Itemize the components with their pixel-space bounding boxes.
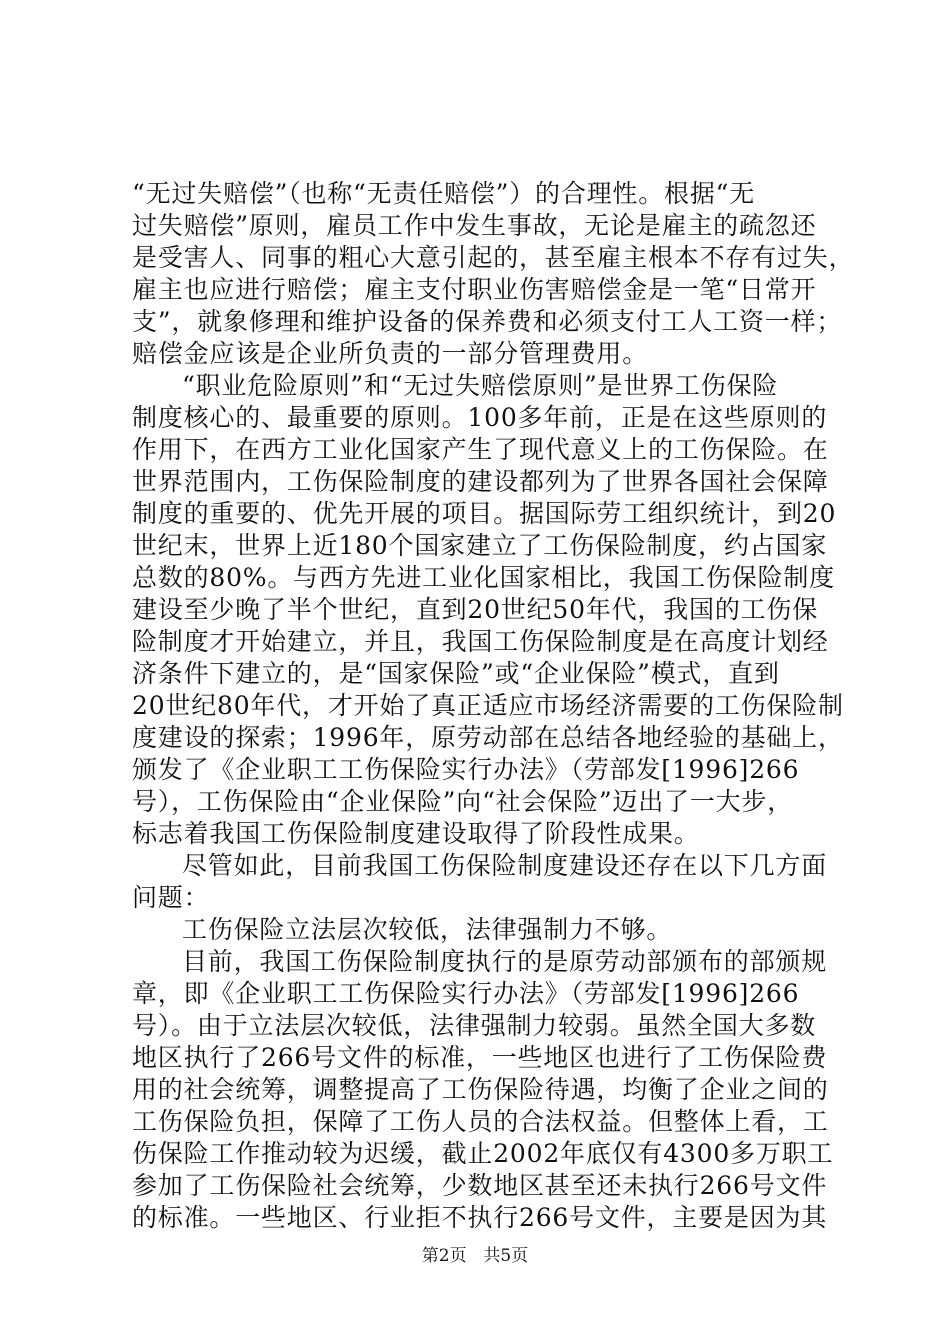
text-line: 险制度才开始建立，并且，我国工伤保险制度是在高度计划经 — [132, 627, 829, 656]
text-line: 颁发了《企业职工工伤保险实行办法》（劳部发[1996]266 — [132, 755, 800, 784]
text-line: 问题： — [132, 883, 210, 912]
text-line: “职业危险原则”和“无过失赔偿原则”是世界工伤保险 — [182, 371, 779, 400]
text-line: 章，即《企业职工工伤保险实行办法》（劳部发[1996]266 — [132, 979, 800, 1008]
text-line: 地区执行了266号文件的标准，一些地区也进行了工伤保险费 — [132, 1043, 828, 1072]
text-line: 用的社会统筹，调整提高了工伤保险待遇，均衡了企业之间的 — [132, 1075, 829, 1104]
text-line: 世界范围内，工伤保险制度的建设都列为了世界各国社会保障 — [132, 467, 829, 496]
text-line: 工伤保险负担，保障了工伤人员的合法权益。但整体上看，工 — [132, 1107, 829, 1136]
text-line: 号），工伤保险由“企业保险”向“社会保险”迈出了一大步， — [132, 787, 794, 816]
text-line: 制度核心的、最重要的原则。100多年前，正是在这些原则的 — [132, 403, 828, 432]
text-line: 总数的80%。与西方先进工业化国家相比，我国工伤保险制度 — [132, 563, 835, 592]
text-line: “无过失赔偿”（也称“无责任赔偿”）的合理性。根据“无 — [132, 179, 756, 208]
page-number: 第2页 — [421, 1246, 467, 1266]
text-line: 的标准。一些地区、行业拒不执行266号文件，主要是因为其 — [132, 1203, 828, 1232]
text-line: 制度的重要的、优先开展的项目。据国际劳工组织统计，到20 — [132, 499, 837, 528]
text-line: 支”，就象修理和维护设备的保养费和必须支付工人工资一样； — [132, 307, 843, 336]
text-line: 济条件下建立的，是“国家保险”或“企业保险”模式，直到 — [132, 659, 780, 688]
text-line: 世纪末，世界上近180个国家建立了工伤保险制度，约占国家 — [132, 531, 828, 560]
text-line: 度建设的探索；1996年，原劳动部在总结各地经验的基础上， — [132, 723, 844, 752]
text-line: 尽管如此，目前我国工伤保险制度建设还存在以下几方面 — [182, 851, 828, 880]
text-line: 作用下，在西方工业化国家产生了现代意义上的工伤保险。在 — [132, 435, 829, 464]
text-line: 雇主也应进行赔偿；雇主支付职业伤害赔偿金是一笔“日常开 — [132, 275, 817, 304]
text-line: 目前，我国工伤保险制度执行的是原劳动部颁布的部颁规 — [182, 947, 828, 976]
page-total: 共5页 — [483, 1246, 529, 1266]
text-line: 是受害人、同事的粗心大意引起的，甚至雇主根本不存有过失， — [132, 243, 855, 272]
text-line: 20世纪80年代，才开始了真正适应市场经济需要的工伤保险制 — [132, 691, 844, 720]
text-line: 参加了工伤保险社会统筹，少数地区甚至还未执行266号文件 — [132, 1171, 828, 1200]
page-footer — [0, 1244, 950, 1268]
text-line: 工伤保险立法层次较低，法律强制力不够。 — [182, 915, 673, 944]
text-line: 伤保险工作推动较为迟缓，截止2002年底仅有4300多万职工 — [132, 1139, 834, 1168]
text-line: 建设至少晚了半个世纪，直到20世纪50年代，我国的工伤保 — [132, 595, 819, 624]
text-line: 过失赔偿”原则，雇员工作中发生事故，无论是雇主的疏忽还 — [132, 211, 817, 240]
text-line: 标志着我国工伤保险制度建设取得了阶段性成果。 — [132, 819, 700, 848]
text-line: 号）。由于立法层次较低，法律强制力较弱。虽然全国大多数 — [132, 1011, 817, 1040]
text-line: 赔偿金应该是企业所负责的一部分管理费用。 — [132, 339, 649, 368]
